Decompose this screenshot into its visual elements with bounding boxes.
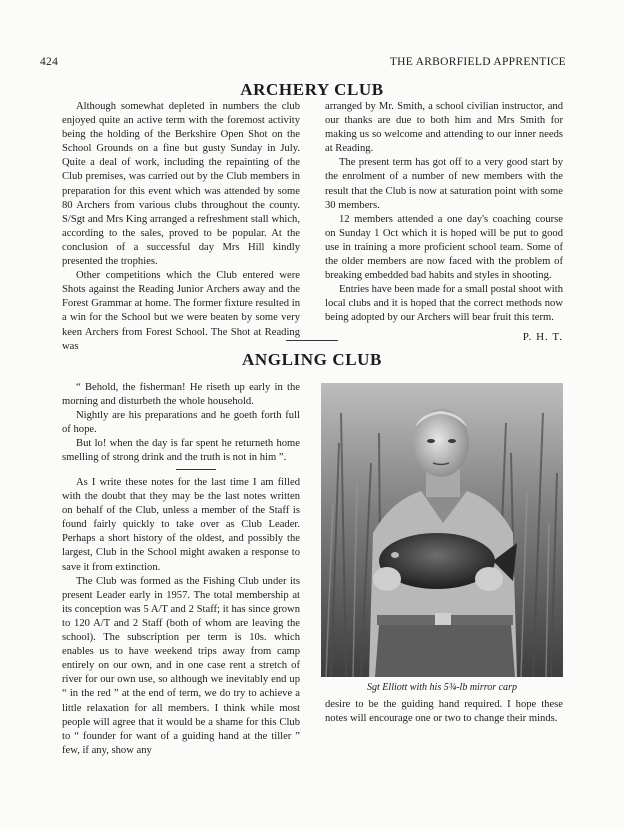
running-head bbox=[40, 56, 566, 68]
quote-divider bbox=[176, 469, 216, 470]
archery-paragraph: Other competitions which the Club entered were Shots against the Reading Junior Archers away and the Forest Grammar at home. The former fixture resulted in a win for the School but we were beaten by some very keen Archers from Forest School. The Shot at Reading was bbox=[62, 270, 300, 352]
archery-paragraph: 12 members attended a one day's coaching course on Sunday 1 Oct which it is hoped will be put to good use in training a more proficient school team. Some of the older members are now faced with the problem of breaking embedded bad habits and styles in shooting. bbox=[325, 213, 563, 282]
angling-left-column bbox=[62, 476, 300, 758]
quote-paragraph: “ Behold, the fisherman! He riseth up early in the morning and disturbeth the whole household. bbox=[62, 382, 300, 408]
angling-quote bbox=[62, 381, 300, 466]
archery-right-column bbox=[325, 100, 563, 344]
publication-title: THE ARBORFIELD APPRENTICE bbox=[389, 56, 566, 68]
archery-paragraph: The present term has got off to a very good start by the enrolment of a number of new members with the result that the Club is now at saturation point with some 30 members. bbox=[325, 157, 563, 211]
angling-paragraph: desire to be the guiding hand required. I hope these notes will encourage one or two to change their minds. bbox=[325, 699, 563, 725]
quote-paragraph: But lo! when the day is far spent he returneth home smelling of strong drink and the truth is not in him ”. bbox=[62, 438, 300, 464]
page-number: 424 bbox=[40, 56, 59, 68]
section-divider bbox=[286, 340, 338, 341]
angling-paragraph: The Club was formed as the Fishing Club under its present Leader early in 1957. The total membership at its conception was 5 A/T and 2 Staff; it has since grown to 120 A/T and 2 Staff (both of whom are leaving the school). The subscription per term is 10s. which enables us to have weekend trips away from camp entirely on our own, and in one case rent a stretch of river for our own use, so although we inevitably end up “ in the red ” at the end of term, we do try to achieve a little relaxation for all members. I think while most people will agree that it would be a shame for this Club to “ founder for want of a guiding hand at the tiller ” few, if any, show any bbox=[62, 575, 300, 756]
angler-photo bbox=[321, 383, 563, 677]
archery-left-column bbox=[62, 100, 300, 354]
quote-paragraph: Nightly are his preparations and he goeth forth full of hope. bbox=[62, 410, 300, 436]
angling-paragraph: As I write these notes for the last time I am filled with the doubt that they may be the last notes written on behalf of the Club, unless a member of the Staff is found fairly quickly to take over as Club Leader. Perhaps a short history of the oldest, and possibly the largest, Club in the School might awaken a response to save it from extinction. bbox=[62, 477, 300, 573]
angling-club-heading: ANGLING CLUB bbox=[242, 350, 382, 369]
photo-caption: Sgt Elliott with his 5¾-lb mirror carp bbox=[367, 682, 517, 693]
archery-paragraph: Entries have been made for a small postal shoot with local clubs and it is hoped that the correct methods now being adopted by our Archers will bear fruit this term. bbox=[325, 284, 563, 324]
archery-signoff: P. H. T. bbox=[522, 330, 563, 343]
archery-paragraph: Although somewhat depleted in numbers the club enjoyed quite an active term with the foremost activity being the holding of the Berkshire Open Shot on the School Grounds on a fine but gusty Sunday in July. Quite a deal of work, including the repainting of the Club premises, was carried out by the Club members in preparation for this event which was attended by some 80 Archers from various clubs throughout the county. S/Sgt and Mrs King arranged a refreshment stall which, according to the sales, proved to be popular. At the conclusion of a successful day Mrs Hill kindly presented the trophies. bbox=[62, 101, 300, 268]
archery-paragraph: arranged by Mr. Smith, a school civilian instructor, and our thanks are due to both him and Mrs Smith for making us so welcome and attending to our inner needs at Reading. bbox=[325, 101, 563, 155]
archery-club-heading: ARCHERY CLUB bbox=[240, 80, 384, 99]
angling-right-column bbox=[325, 698, 563, 726]
